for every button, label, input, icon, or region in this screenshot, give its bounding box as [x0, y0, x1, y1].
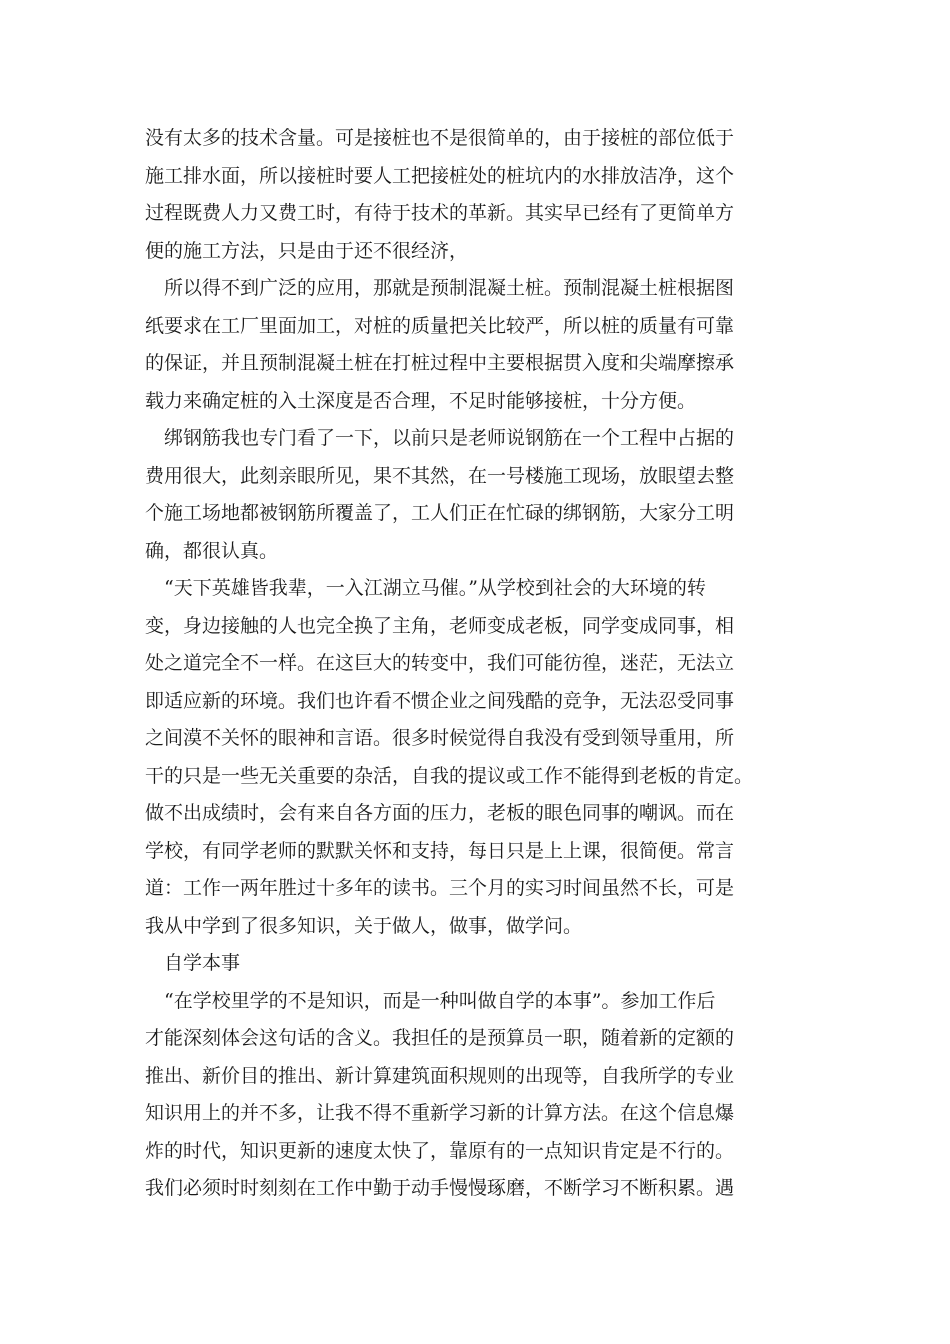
text-line: 载力来确定桩的入土深度是否合理，不足时能够接桩，十分方便。	[145, 389, 697, 412]
text-line: 知识用上的并不多，让我不得不重新学习新的计算方法。在这个信息爆	[145, 1102, 735, 1124]
text-line: 便的施工方法，只是由于还不很经济，	[145, 239, 469, 262]
text-line: 费用很大，此刻亲眼所见，果不其然，在一号楼施工现场，放眼望去整	[145, 464, 735, 487]
text-line: “在学校里学的不是知识，而是一种叫做自学的本事”。参加工作后	[145, 989, 716, 1012]
text-line: 没有太多的技术含量。可是接桩也不是很简单的，由于接桩的部位低于	[145, 127, 735, 149]
text-line: 施工排水面，所以接桩时要人工把接桩处的桩坑内的水排放洁净，这个	[145, 164, 735, 187]
text-line: 个施工场地都被钢筋所覆盖了，工人们正在忙碌的绑钢筋，大家分工明	[145, 502, 735, 524]
text-line: 确，都很认真。	[145, 539, 279, 562]
text-line: 所以得不到广泛的应用，那就是预制混凝土桩。预制混凝土桩根据图	[145, 277, 735, 299]
text-line: 即适应新的环境。我们也许看不惯企业之间残酷的竞争，无法忍受同事	[145, 689, 735, 712]
text-line: 做不出成绩时，会有来自各方面的压力，老板的眼色同事的嘲讽。而在	[145, 802, 735, 824]
text-line: 我从中学到了很多知识，关于做人，做事，做学问。	[145, 914, 583, 937]
text-line: 才能深刻体会这句话的含义。我担任的是预算员一职，随着新的定额的	[145, 1027, 735, 1049]
text-line: “天下英雄皆我辈，一入江湖立马催。”从学校到社会的大环境的转	[145, 577, 706, 599]
section-heading: 自学本事	[145, 952, 241, 974]
text-line: 炸的时代，知识更新的速度太快了，靠原有的一点知识肯定是不行的。	[145, 1139, 735, 1162]
text-line: 干的只是一些无关重要的杂活，自我的提议或工作不能得到老板的肯定。	[145, 764, 754, 787]
text-line: 的保证，并且预制混凝土桩在打桩过程中主要根据贯入度和尖端摩擦承	[145, 352, 735, 374]
text-line: 之间漠不关怀的眼神和言语。很多时候觉得自我没有受到领导重用，所	[145, 727, 735, 749]
text-line: 纸要求在工厂里面加工，对桩的质量把关比较严，所以桩的质量有可靠	[145, 314, 735, 337]
text-line: 过程既费人力又费工时，有待于技术的革新。其实早已经有了更简单方	[145, 202, 735, 224]
text-line: 道：工作一两年胜过十多年的读书。三个月的实习时间虽然不长，可是	[145, 877, 735, 899]
text-line: 绑钢筋我也专门看了一下，以前只是老师说钢筋在一个工程中占据的	[145, 427, 735, 449]
text-line: 处之道完全不一样。在这巨大的转变中，我们可能彷徨，迷茫，无法立	[145, 652, 735, 674]
text-line: 我们必须时时刻刻在工作中勤于动手慢慢琢磨，不断学习不断积累。遇	[145, 1177, 735, 1199]
text-line: 学校，有同学老师的默默关怀和支持，每日只是上上课，很简便。常言	[145, 839, 735, 862]
text-line: 变，身边接触的人也完全换了主角，老师变成老板，同学变成同事，相	[145, 614, 735, 637]
text-line: 推出、新价目的推出、新计算建筑面积规则的出现等，自我所学的专业	[145, 1064, 735, 1087]
